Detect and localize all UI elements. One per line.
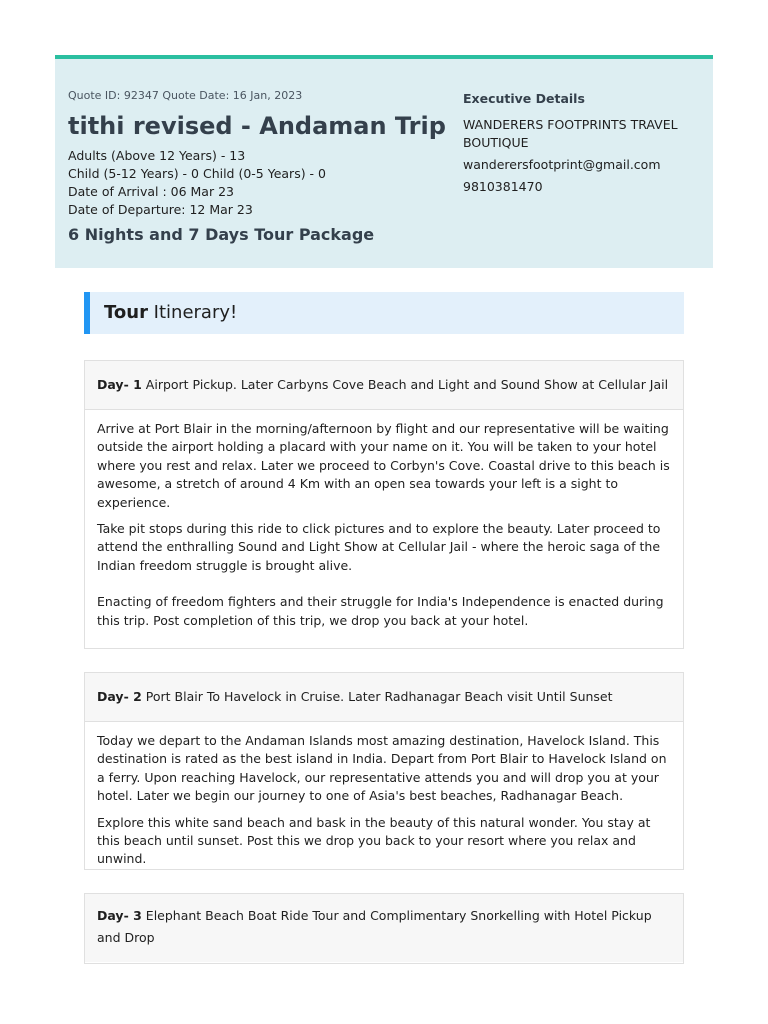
executive-email[interactable]: wanderersfootprint@gmail.com [463, 157, 661, 172]
day-paragraph: Take pit stops during this ride to click pictures and to explore the beauty. Later proceed to attend the enthralling Sound and Light Show at Cellular Jail - where the heroic saga of the Indian freedom struggle is brought alive. [97, 521, 661, 573]
day-card-1 [84, 360, 684, 649]
day-label: Day- 2 [97, 689, 142, 704]
day-paragraph: Explore this white sand beach and bask in the beauty of this natural wonder. You stay at this beach until sunset. Post this we drop you back to your resort where you relax and unwind. [97, 814, 651, 867]
day-label: Day- 3 [97, 908, 142, 923]
day-title: Airport Pickup. Later Carbyns Cove Beach and Light and Sound Show at Cellular Jail [145, 377, 669, 392]
itinerary-title-bold: Tour [104, 302, 148, 323]
day-description [85, 722, 683, 881]
traveller-details [68, 147, 453, 219]
quote-header-card [55, 55, 713, 268]
day-header [85, 673, 683, 722]
executive-heading: Executive Details [463, 91, 585, 106]
arrival-date: Date of Arrival : 06 Mar 23 [68, 184, 234, 199]
day-header [85, 361, 683, 410]
executive-company: WANDERERS FOOTPRINTS TRAVEL BOUTIQUE [463, 117, 678, 150]
trip-title: tithi revised - Andaman Trip [68, 112, 446, 140]
day-paragraph: Enacting of freedom fighters and their struggle for India's Independence is enacted during this trip. Post completion of this trip, we drop you back at your hotel. [97, 594, 664, 628]
day-description [85, 410, 683, 642]
day-label: Day- 1 [97, 377, 142, 392]
executive-phone[interactable]: 9810381470 [463, 179, 543, 194]
day-card-3 [84, 893, 684, 964]
children-count: Child (5-12 Years) - 0 Child (0-5 Years) - 0 [68, 166, 326, 181]
itinerary-title-rest: Itinerary! [147, 302, 238, 323]
itinerary-banner [84, 292, 684, 334]
day-header [85, 894, 683, 962]
day-card-2 [84, 672, 684, 870]
day-title: Elephant Beach Boat Ride Tour and Complimentary Snorkelling with Hotel Pickup and Drop [97, 908, 652, 945]
package-duration: 6 Nights and 7 Days Tour Package [68, 225, 375, 244]
departure-date: Date of Departure: 12 Mar 23 [68, 202, 253, 217]
day-title: Port Blair To Havelock in Cruise. Later Radhanagar Beach visit Until Sunset [145, 689, 613, 704]
day-paragraph: Today we depart to the Andaman Islands most amazing destination, Havelock Island. This destination is rated as the best island in India. Depart from Port Blair to Havelock Island on a ferry. Upon reaching Havelock, our representative attends you and will drop you at your hotel. Later we begin our journey to one of Asia's best beaches, Radhanagar Beach. [97, 733, 667, 804]
day-paragraph: Arrive at Port Blair in the morning/afternoon by flight and our representative will be waiting outside the airport holding a placard with your name on it. You will be taken to your hotel where you rest and relax. Later we proceed to Corbyn's Cove. Coastal drive to this beach is awesome, a stretch of around 4 Km with an open sea towards your left is a sight to experience. [97, 421, 670, 510]
adults-count: Adults (Above 12 Years) - 13 [68, 148, 246, 163]
quote-summary [68, 89, 453, 246]
quote-id-line: Quote ID: 92347 Quote Date: 16 Jan, 2023 [68, 89, 303, 102]
itinerary-title [104, 302, 237, 324]
executive-details [463, 90, 703, 196]
